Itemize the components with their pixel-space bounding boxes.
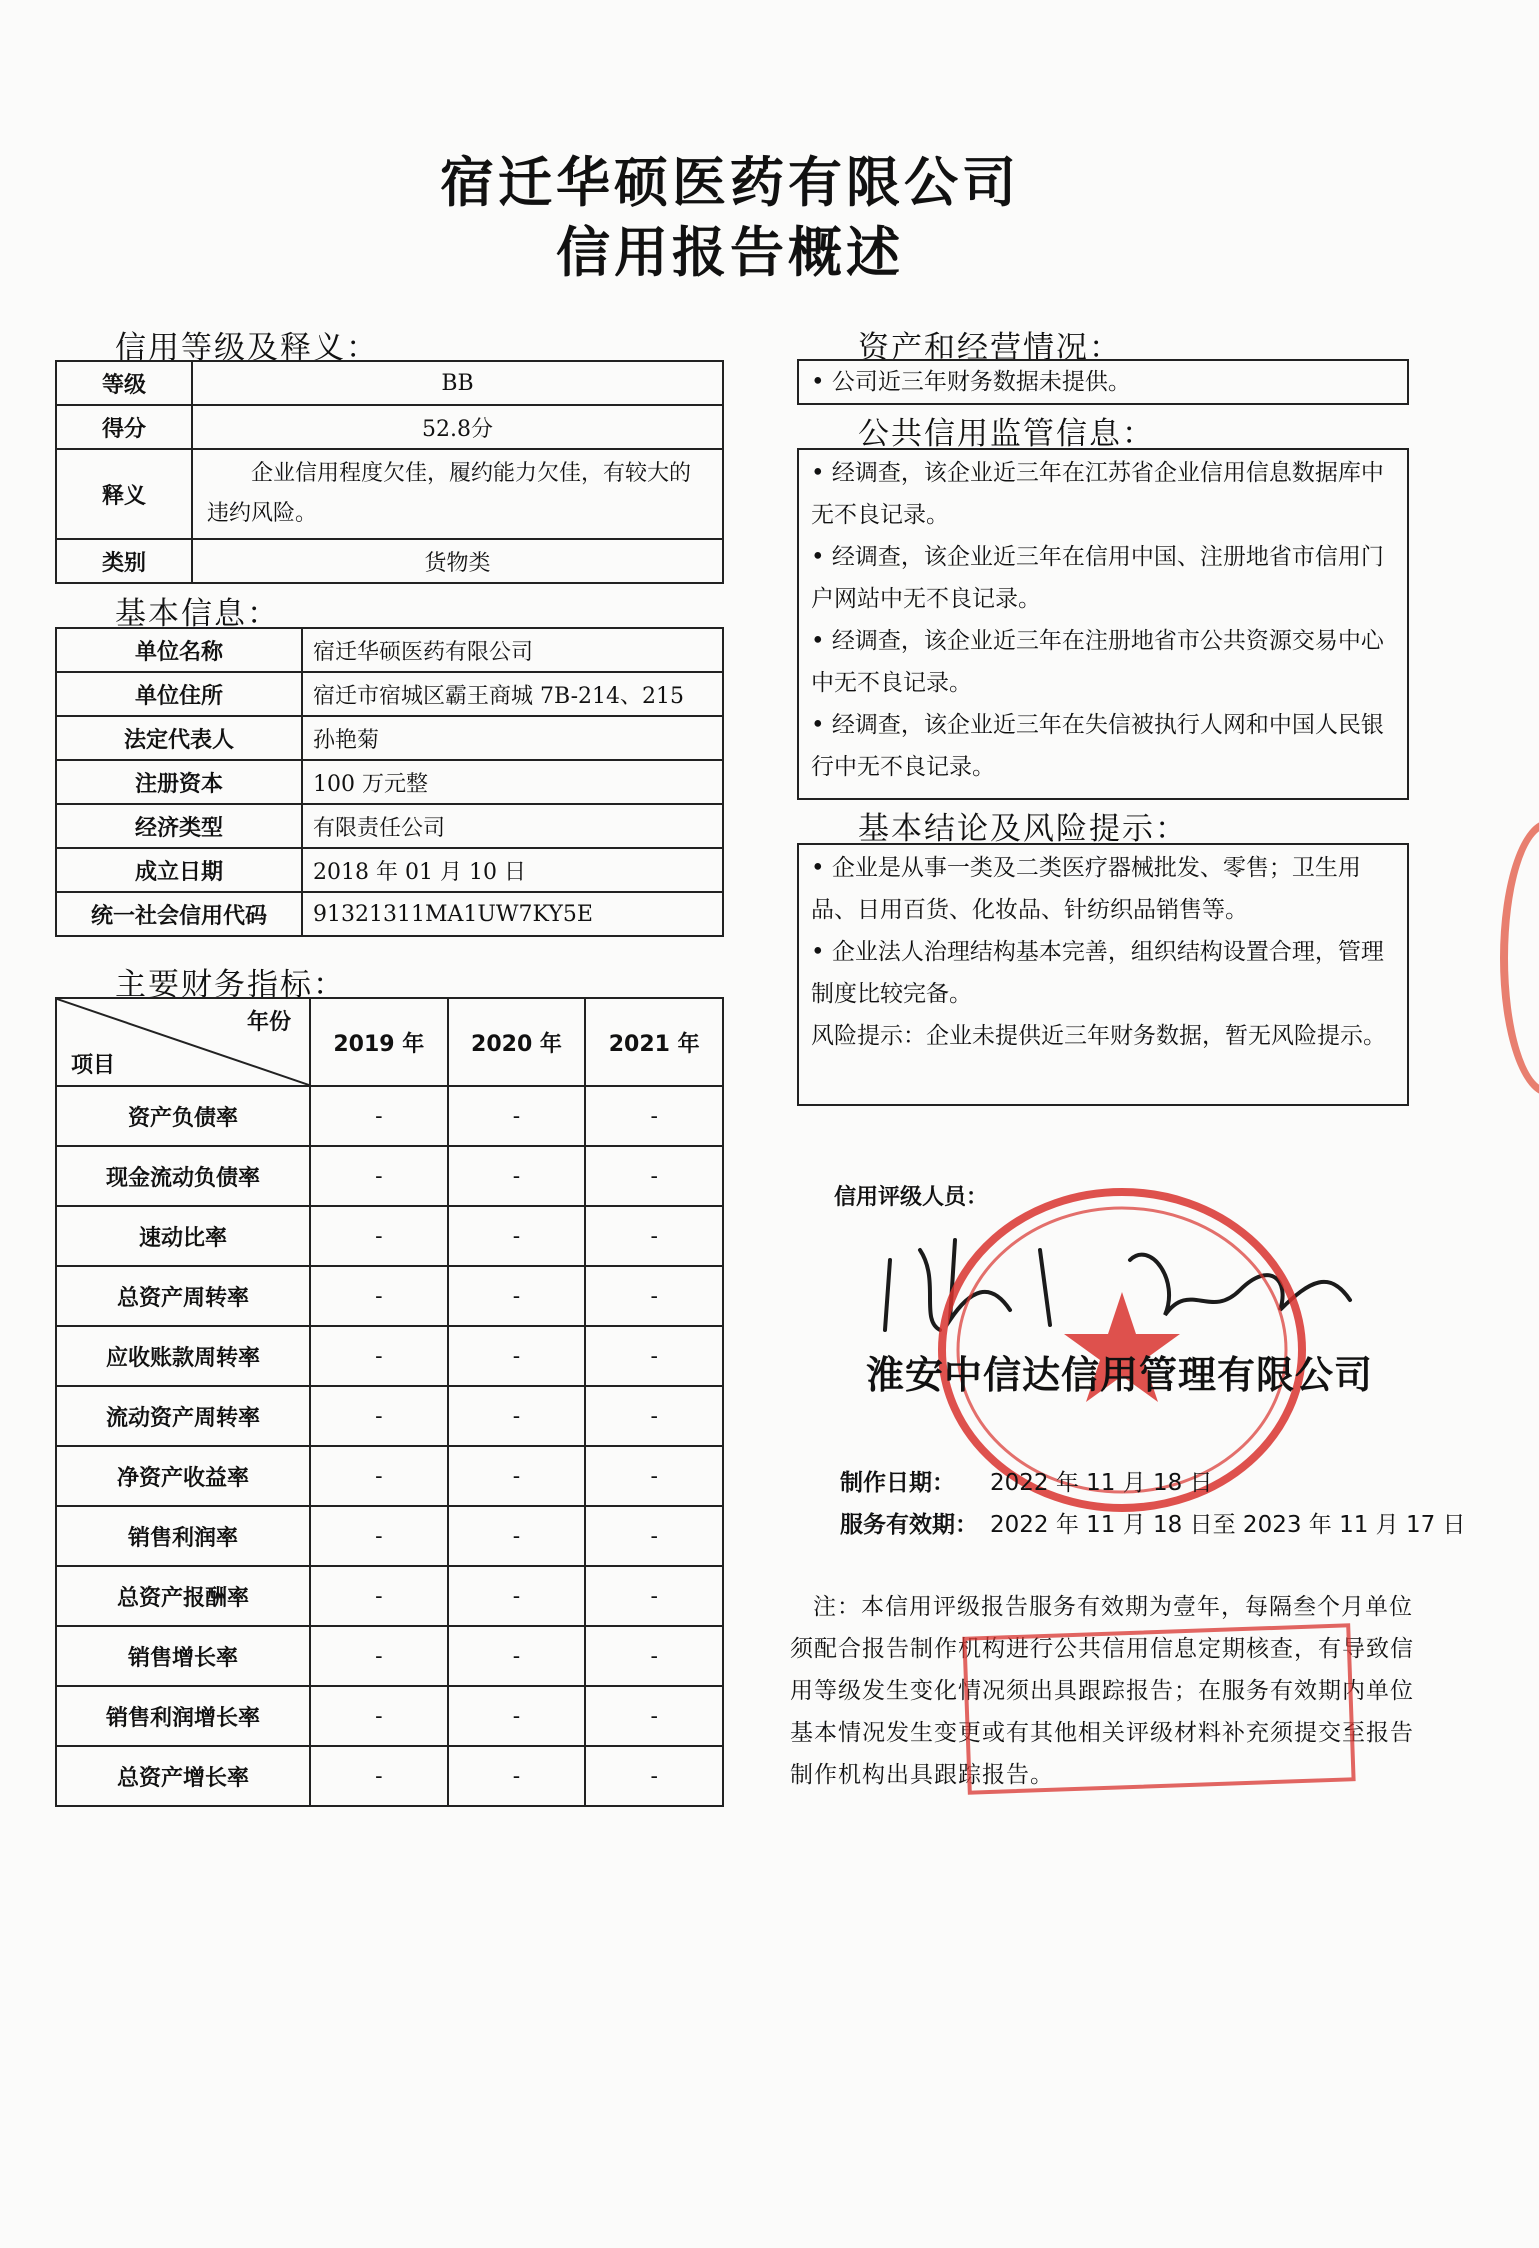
risk-hint: 风险提示：企业未提供近三年财务数据，暂无风险提示。 [811, 1023, 1386, 1049]
finance-metric-value: - [448, 1686, 586, 1746]
finance-metric-value: - [585, 1086, 723, 1146]
basic-info-label: 注册资本 [56, 760, 302, 804]
copy-invalid-stamp [962, 1623, 1355, 1794]
year-header-2019: 2019 年 [310, 998, 448, 1086]
finance-metric-value: - [310, 1326, 448, 1386]
basic-info-label: 法定代表人 [56, 716, 302, 760]
edge-seal-fragment [1500, 820, 1539, 1096]
valid-period-label: 服务有效期： [840, 1512, 978, 1538]
finance-row [56, 1386, 723, 1446]
finance-row [56, 1746, 723, 1806]
finance-metric-value: - [310, 1446, 448, 1506]
supervision-item: • 经调查，该企业近三年在失信被执行人网和中国人民银行中无不良记录。 [811, 712, 1384, 780]
finance-metric-label: 净资产收益率 [56, 1446, 310, 1506]
rating-heading: 信用等级及释义： [115, 330, 379, 366]
basic-info-value: 宿迁华硕医药有限公司 [302, 628, 723, 672]
finance-metric-label: 现金流动负债率 [56, 1146, 310, 1206]
basic-info-table [55, 627, 724, 937]
conclusion-box [797, 843, 1409, 1106]
finance-metric-label: 销售利润率 [56, 1506, 310, 1566]
basic-info-value: 2018 年 01 月 10 日 [302, 848, 723, 892]
finance-metric-value: - [448, 1626, 586, 1686]
finance-metric-value: - [585, 1326, 723, 1386]
valid-period-value: 2022 年 11 月 18 日至 2023 年 11 月 17 日 [990, 1512, 1466, 1538]
supervision-item: • 经调查，该企业近三年在信用中国、注册地省市信用门户网站中无不良记录。 [811, 544, 1384, 612]
finance-corner-cell [57, 999, 309, 1085]
conclusion-item: • 企业法人治理结构基本完善，组织结构设置合理，管理制度比较完备。 [811, 939, 1384, 1007]
finance-metric-value: - [448, 1266, 586, 1326]
finance-metric-value: - [585, 1566, 723, 1626]
basic-info-row [56, 804, 723, 848]
finance-metric-value: - [448, 1146, 586, 1206]
finance-metric-label: 销售利润增长率 [56, 1686, 310, 1746]
finance-metric-value: - [585, 1746, 723, 1806]
finance-metric-value: - [448, 1566, 586, 1626]
supervision-item: • 经调查，该企业近三年在江苏省企业信用信息数据库中无不良记录。 [811, 460, 1384, 528]
basic-info-value: 有限责任公司 [302, 804, 723, 848]
finance-metric-value: - [448, 1386, 586, 1446]
finance-metric-value: - [448, 1506, 586, 1566]
supervision-heading: 公共信用监管信息： [858, 416, 1155, 452]
finance-metric-value: - [585, 1206, 723, 1266]
basic-heading: 基本信息： [115, 596, 280, 632]
corner-item-label: 项目 [71, 1053, 116, 1078]
finance-metric-value: - [585, 1506, 723, 1566]
finance-row [56, 1146, 723, 1206]
finance-metric-value: - [448, 1746, 586, 1806]
assets-item: • 公司近三年财务数据未提供。 [811, 369, 1131, 395]
basic-info-label: 单位名称 [56, 628, 302, 672]
finance-metric-label: 资产负债率 [56, 1086, 310, 1146]
finance-metric-value: - [585, 1386, 723, 1446]
basic-info-row [56, 716, 723, 760]
finance-metric-label: 总资产增长率 [56, 1746, 310, 1806]
rating-label-category: 类别 [56, 539, 192, 583]
finance-metric-value: - [310, 1386, 448, 1446]
finance-metric-label: 应收账款周转率 [56, 1326, 310, 1386]
assets-box [797, 359, 1409, 405]
basic-info-label: 单位住所 [56, 672, 302, 716]
finance-heading: 主要财务指标： [115, 967, 346, 1003]
finance-metric-value: - [585, 1446, 723, 1506]
finance-metric-label: 流动资产周转率 [56, 1386, 310, 1446]
finance-metric-label: 总资产报酬率 [56, 1566, 310, 1626]
rater-label: 信用评级人员： [834, 1185, 989, 1210]
finance-metric-value: - [310, 1266, 448, 1326]
finance-metric-value: - [310, 1626, 448, 1686]
rating-table [55, 360, 724, 584]
assets-heading: 资产和经营情况： [858, 330, 1122, 366]
rating-value-category: 货物类 [192, 539, 723, 583]
supervision-box [797, 448, 1409, 800]
basic-info-value: 孙艳菊 [302, 716, 723, 760]
rating-label-score: 得分 [56, 405, 192, 449]
rating-value-meaning: 企业信用程度欠佳，履约能力欠佳，有较大的违约风险。 [192, 449, 723, 539]
year-header-2020: 2020 年 [448, 998, 586, 1086]
basic-info-row [56, 672, 723, 716]
rating-value-score: 52.8分 [192, 405, 723, 449]
finance-row [56, 1686, 723, 1746]
basic-info-value: 宿迁市宿城区霸王商城 7B-214、215 [302, 672, 723, 716]
finance-metric-value: - [448, 1086, 586, 1146]
validity-note: 注：本信用评级报告服务有效期为壹年，每隔叁个月单位须配合报告制作机构进行公共信用信息定期核查，有导致信用等级发生变化情况须出具跟踪报告；在服务有效期内单位基本情况发生变更或有其他相关评级材料补充须提交至报告制作机构出具跟踪报告。 [790, 1594, 1414, 1788]
finance-table [55, 997, 724, 1807]
basic-info-row [56, 628, 723, 672]
basic-info-label: 成立日期 [56, 848, 302, 892]
finance-row [56, 1086, 723, 1146]
finance-metric-value: - [585, 1686, 723, 1746]
corner-year-label: 年份 [246, 1010, 291, 1035]
basic-info-row [56, 760, 723, 804]
finance-metric-value: - [310, 1506, 448, 1566]
basic-info-value: 91321311MA1UW7KY5E [302, 892, 723, 936]
basic-info-label: 经济类型 [56, 804, 302, 848]
conclusion-item: • 企业是从事一类及二类医疗器械批发、零售；卫生用品、日用百货、化妆品、针纺织品销售等。 [811, 855, 1361, 923]
report-title-company: 宿迁华硕医药有限公司 [440, 151, 1020, 214]
report-title-subtitle: 信用报告概述 [556, 221, 904, 284]
rating-label-grade: 等级 [56, 361, 192, 405]
finance-metric-label: 速动比率 [56, 1206, 310, 1266]
year-header-2021: 2021 年 [585, 998, 723, 1086]
made-date-value: 2022 年 11 月 18 日 [990, 1470, 1213, 1496]
finance-metric-value: - [310, 1686, 448, 1746]
agency-name: 淮安中信达信用管理有限公司 [866, 1353, 1374, 1397]
basic-info-label: 统一社会信用代码 [56, 892, 302, 936]
finance-metric-label: 总资产周转率 [56, 1266, 310, 1326]
finance-row [56, 1326, 723, 1386]
finance-metric-value: - [585, 1626, 723, 1686]
finance-metric-value: - [310, 1086, 448, 1146]
finance-row [56, 1266, 723, 1326]
basic-info-value: 100 万元整 [302, 760, 723, 804]
finance-row [56, 1566, 723, 1626]
supervision-item: • 经调查，该企业近三年在注册地省市公共资源交易中心中无不良记录。 [811, 628, 1384, 696]
finance-metric-value: - [585, 1266, 723, 1326]
finance-row [56, 1446, 723, 1506]
basic-info-row [56, 848, 723, 892]
finance-metric-value: - [310, 1566, 448, 1626]
finance-row [56, 1206, 723, 1266]
rating-value-grade: BB [192, 361, 723, 405]
finance-metric-value: - [448, 1206, 586, 1266]
finance-metric-value: - [310, 1206, 448, 1266]
basic-info-row [56, 892, 723, 936]
finance-metric-value: - [448, 1446, 586, 1506]
finance-row [56, 1506, 723, 1566]
finance-metric-value: - [310, 1746, 448, 1806]
finance-metric-value: - [585, 1146, 723, 1206]
rating-label-meaning: 释义 [56, 449, 192, 539]
finance-metric-value: - [310, 1146, 448, 1206]
finance-metric-value: - [448, 1326, 586, 1386]
conclusion-heading: 基本结论及风险提示： [858, 811, 1188, 847]
made-date-label: 制作日期： [840, 1470, 955, 1496]
finance-metric-label: 销售增长率 [56, 1626, 310, 1686]
finance-row [56, 1626, 723, 1686]
